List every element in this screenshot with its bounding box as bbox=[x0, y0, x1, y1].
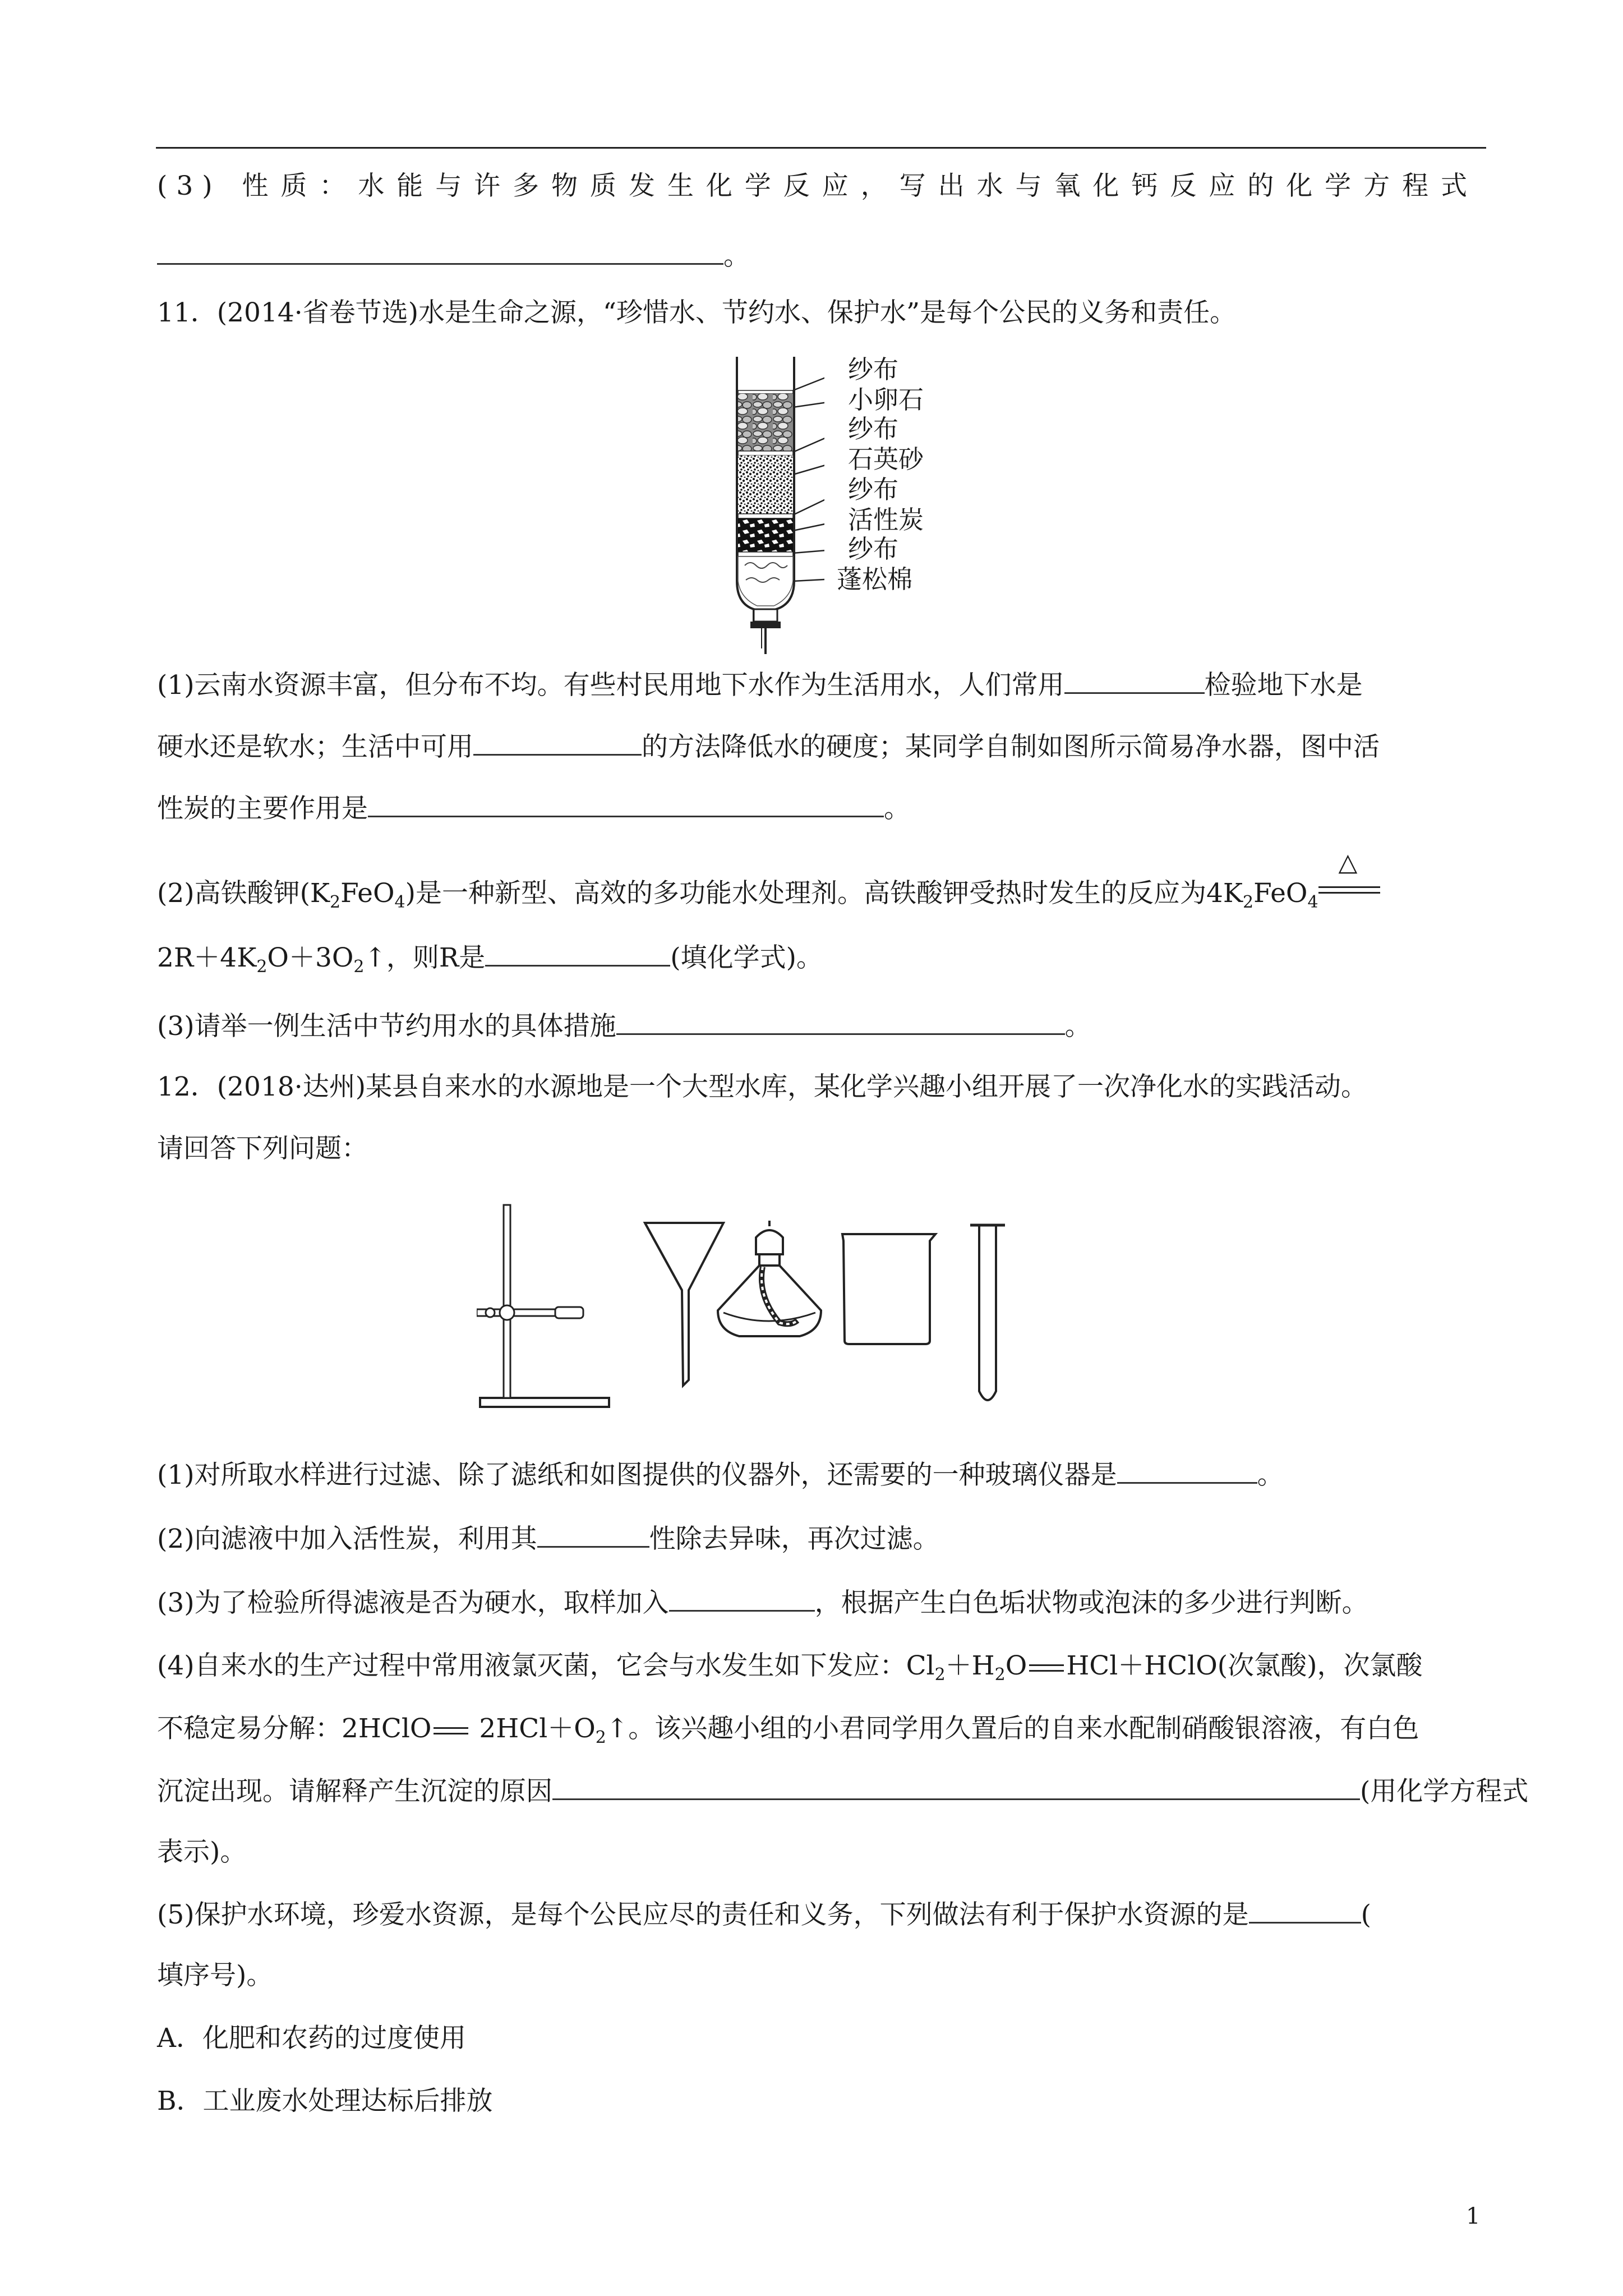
filter-label-gauze-3: 纱布 bbox=[848, 475, 899, 504]
q12-part4-line2: 不稳定易分解：2HClO $2HCl+O_2↑$。该兴趣小组的小君同学用久置后的自来水配制硝酸银溶液，有白色 bbox=[157, 1713, 1419, 1747]
filter-label-cotton: 蓬松棉 bbox=[837, 564, 913, 594]
filter-label-gauze-1: 纱布 bbox=[848, 355, 899, 384]
q12-header-line2: 请回答下列问题： bbox=[157, 1133, 368, 1164]
q12-part1: (1)对所取水样进行过滤、除了滤纸和如图提供的仪器外，还需要的一种玻璃仪器是 。 bbox=[157, 1457, 1284, 1492]
alcohol-lamp-icon bbox=[718, 1221, 821, 1336]
q12-part4-line3: 沉淀出现。请解释产生沉淀的原因 (用化学方程式 bbox=[157, 1774, 1528, 1809]
answer-blank[interactable] bbox=[552, 1774, 1360, 1800]
test-tube-icon bbox=[970, 1225, 1005, 1400]
q12-part3: (3)为了检验所得滤液是否为硬水，取样加入 ，根据产生白色垢状物或泡沫的多少进行判断。 bbox=[157, 1585, 1368, 1620]
answer-blank[interactable] bbox=[616, 1009, 1065, 1035]
q10-part3-answer-line: 。 bbox=[157, 238, 750, 273]
answer-blank[interactable] bbox=[1117, 1457, 1257, 1484]
answer-blank[interactable] bbox=[473, 729, 642, 756]
page-number: 1 bbox=[1466, 2203, 1481, 2229]
beaker-icon bbox=[842, 1234, 935, 1344]
q11-part1-line3: 性炭的主要作用是 。 bbox=[157, 791, 910, 826]
filter-label-gauze-4: 纱布 bbox=[848, 534, 899, 564]
answer-blank[interactable] bbox=[1064, 668, 1205, 694]
filter-label-gauze-2: 纱布 bbox=[848, 414, 899, 444]
q12-option-a: A．化肥和农药的过度使用 bbox=[157, 2023, 466, 2054]
answer-blank[interactable] bbox=[669, 1585, 815, 1612]
answer-blank[interactable] bbox=[368, 791, 884, 817]
answer-blank[interactable] bbox=[157, 238, 723, 265]
equals-sign bbox=[431, 1719, 471, 1742]
equals-sign bbox=[1027, 1657, 1066, 1679]
q11-part2-line1: (2)高铁酸钾$(K_2FeO_4)$是一种新型、高效的多功能水处理剂。高铁酸钾受热时发生的反应为$4K_2FeO_4$ △ bbox=[157, 868, 1380, 910]
answer-blank[interactable] bbox=[537, 1521, 649, 1548]
header-rule bbox=[156, 147, 1486, 149]
q11-part1-line2: 硬水还是软水；生活中可用 的方法降低水的硬度；某同学自制如图所示简易净水器，图中活 bbox=[157, 729, 1380, 764]
answer-blank[interactable] bbox=[485, 940, 670, 967]
q12-part4-line4: 表示)。 bbox=[157, 1837, 247, 1867]
q12-part5-line2: 填序号)。 bbox=[157, 1960, 273, 1991]
q12-part2: (2)向滤液中加入活性炭，利用其 性除去异味，再次过滤。 bbox=[157, 1521, 939, 1556]
heat-condition-sign: △ bbox=[1318, 868, 1380, 902]
filter-label-activated-carbon: 活性炭 bbox=[848, 505, 924, 535]
q12-part4-line1: (4)自来水的生产过程中常用液氯灭菌，它会与水发生如下发应：$Cl_2+H_2O$ HCl＋HClO(次氯酸)，次氯酸 bbox=[157, 1650, 1423, 1685]
q12-part5-line1: (5)保护水环境，珍爱水资源，是每个公民应尽的责任和义务，下列做法有利于保护水资源的是 ( bbox=[157, 1897, 1371, 1932]
q12-option-b: B．工业废水处理达标后排放 bbox=[157, 2086, 493, 2116]
q11-header: 11．(2014·省卷节选)水是生命之源，“珍惜水、节约水、保护水”是每个公民的义务和责任。 bbox=[157, 297, 1237, 328]
funnel-icon bbox=[645, 1223, 723, 1386]
water-filter-figure bbox=[712, 357, 824, 654]
q11-part1-line1: (1)云南水资源丰富，但分布不均。有些村民用地下水作为生活用水，人们常用 检验地下水是 bbox=[157, 668, 1363, 702]
lab-apparatus-figure bbox=[477, 1200, 1161, 1425]
filter-label-pebbles: 小卵石 bbox=[848, 385, 924, 415]
answer-blank[interactable] bbox=[1249, 1897, 1361, 1924]
filter-label-quartz-sand: 石英砂 bbox=[848, 444, 924, 474]
q11-part3: (3)请举一例生活中节约用水的具体措施 。 bbox=[157, 1009, 1091, 1043]
q12-header-line1: 12．(2018·达州)某县自来水的水源地是一个大型水库，某化学兴趣小组开展了一次净化水的实践活动。 bbox=[157, 1071, 1368, 1102]
q11-part2-line2: $2R+4K_2O+3O_2↑$，则R是 (填化学式)。 bbox=[157, 940, 823, 975]
q10-part3-text: (3) 性质：水能与许多物质发生化学反应，写出水与氧化钙反应的化学方程式 bbox=[157, 171, 1476, 201]
iron-stand-icon bbox=[477, 1205, 609, 1407]
